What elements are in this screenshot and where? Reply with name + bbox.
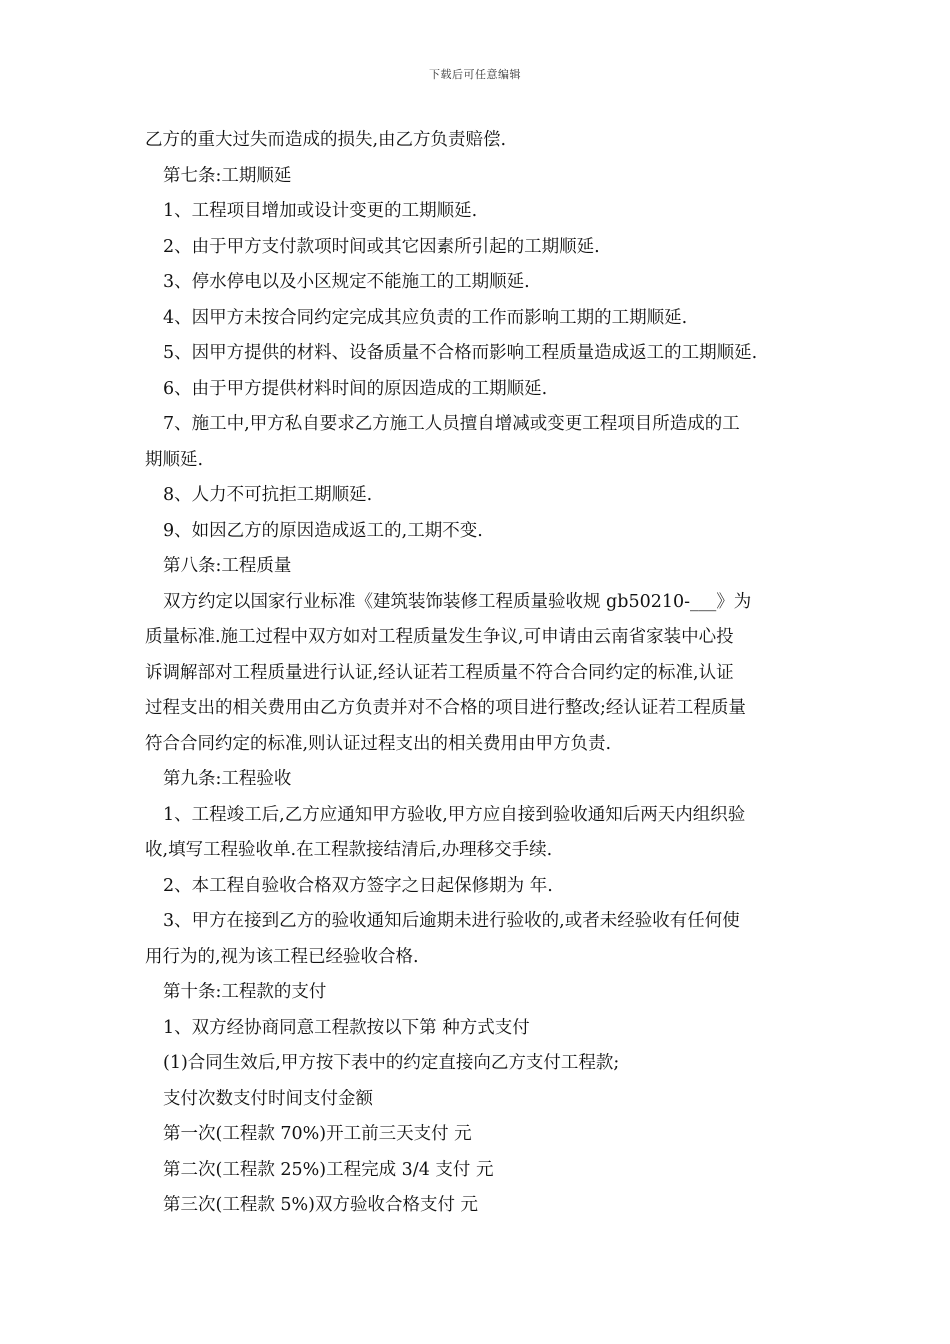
paragraph-line: 1、双方经协商同意工程款按以下第 种方式支付	[163, 1017, 530, 1038]
section-heading-10: 第十条:工程款的支付	[163, 982, 327, 1002]
paragraph-line: 2、由于甲方支付款项时间或其它因素所引起的工期顺延.	[163, 236, 600, 257]
paragraph-line: 6、由于甲方提供材料时间的原因造成的工期顺延.	[163, 378, 548, 399]
page-header: 下载后可任意编辑	[429, 68, 521, 81]
paragraph-line: 3、停水停电以及小区规定不能施工的工期顺延.	[163, 272, 530, 292]
section-heading-7: 第七条:工期顺延	[163, 165, 292, 186]
section-heading-8: 第八条:工程质量	[163, 556, 292, 576]
paragraph-line: 质量标准.施工过程中双方如对工程质量发生争议,可申请由云南省家装中心投	[145, 627, 734, 647]
paragraph-line: 7、施工中,甲方私自要求乙方施工人员擅自增减或变更工程项目所造成的工	[163, 414, 740, 434]
paragraph-line: 5、因甲方提供的材料、设备质量不合格而影响工程质量造成返工的工期顺延.	[163, 343, 758, 363]
paragraph-line: 1、工程项目增加或设计变更的工期顺延.	[163, 201, 478, 221]
document-body	[145, 123, 815, 1224]
payment-row: 第二次(工程款 25%)工程完成 3/4 支付 元	[163, 1159, 494, 1180]
payment-table-header: 支付次数支付时间支付金额	[163, 1088, 373, 1109]
paragraph-line: 4、因甲方未按合同约定完成其应负责的工作而影响工期的工期顺延.	[163, 307, 688, 328]
paragraph-line: 符合合同约定的标准,则认证过程支出的相关费用由甲方负责.	[145, 733, 612, 754]
paragraph-line: 乙方的重大过失而造成的损失,由乙方负责赔偿.	[145, 130, 507, 150]
payment-row: 第一次(工程款 70%)开工前三天支付 元	[163, 1124, 472, 1144]
paragraph-line: 用行为的,视为该工程已经验收合格.	[145, 946, 419, 967]
paragraph-line: 3、甲方在接到乙方的验收通知后逾期未进行验收的,或者未经验收有任何使	[163, 911, 740, 931]
paragraph-line: 8、人力不可抗拒工期顺延.	[163, 485, 373, 505]
paragraph-line: 双方约定以国家行业标准《建筑装饰装修工程质量验收规 gb50210-___》为	[163, 591, 752, 612]
paragraph-line: 期顺延.	[145, 449, 204, 470]
paragraph-line: 收,填写工程验收单.在工程款接结清后,办理移交手续.	[145, 840, 553, 860]
paragraph-line: 2、本工程自验收合格双方签字之日起保修期为 年.	[163, 875, 553, 896]
paragraph-line: (1)合同生效后,甲方按下表中的约定直接向乙方支付工程款;	[163, 1053, 620, 1073]
payment-row: 第三次(工程款 5%)双方验收合格支付 元	[163, 1195, 479, 1215]
section-heading-9: 第九条:工程验收	[163, 769, 292, 789]
paragraph-line: 过程支出的相关费用由乙方负责并对不合格的项目进行整改;经认证若工程质量	[145, 698, 746, 718]
paragraph-line: 1、工程竣工后,乙方应通知甲方验收,甲方应自接到验收通知后两天内组织验	[163, 804, 746, 825]
paragraph-line: 9、如因乙方的原因造成返工的,工期不变.	[163, 520, 483, 541]
paragraph-line: 诉调解部对工程质量进行认证,经认证若工程质量不符合合同约定的标准,认证	[145, 662, 734, 683]
